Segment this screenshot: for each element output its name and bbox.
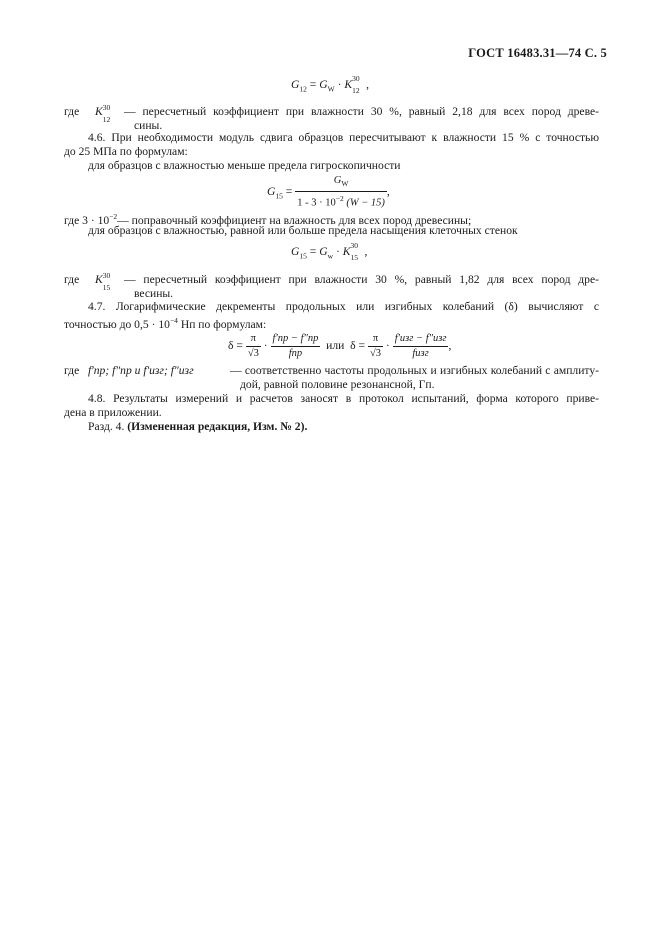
formula-delta: δ = $\frac{\pi}{√3}$ · $\frac{f'пр - f''пр}{\text{fпр}}$ или δ = $\frac{\pi}{√3}$ · $\frac{\text{f′изг − f″изг}}{\text{fизг}}$ , — [228, 333, 452, 359]
k15-description-cont: весины. — [134, 287, 174, 300]
formula-g15-hygro: $G_{15}$ = $\frac{G_W}{1 - 3 \cdot 10^{-2} (W - 15)}$ , — [267, 175, 390, 209]
k12-symbol: K 30 12 — [95, 103, 111, 125]
correction-coef-line: где $3 \cdot 10^{-2}—$ поправочный коэффициент на влажность для всех пород древесины; — [64, 212, 472, 227]
frequency-vars: f′пр; f″пр и f′изг; f″изг — [88, 364, 194, 377]
section-4-8-line2: дена в приложении. — [64, 406, 162, 419]
frequency-description-cont: дой, равной половине резонансной, Гп. — [240, 378, 435, 391]
where-label: где — [64, 105, 80, 118]
section-4-7-line1: 4.7. Логарифмические декременты продольных или изгибных колебаний (δ) вычисляют с — [88, 300, 599, 313]
frequency-description: — соответственно частоты продольных и изгибных колебаний с амплиту- — [230, 364, 599, 377]
section-4-6-line2: до 25 МПа по формулам: — [64, 145, 188, 158]
section-4-6-line3: для образцов с влажностью меньше предела гигроскопичности — [88, 159, 401, 172]
k12-description-cont: сины. — [134, 119, 163, 132]
page-header: ГОСТ 16483.31—74 С. 5 — [468, 46, 607, 60]
amendment-note: Разд. 4. (Измененная редакция, Изм. № 2). — [88, 420, 308, 433]
k15-description: — пересчетный коэффициент при влажности 30 %, равный 1,82 для всех пород дре- — [124, 273, 599, 286]
where-label-2: где — [64, 273, 80, 286]
where-label-3: где — [64, 364, 80, 377]
section-4-8-line1: 4.8. Результаты измерений и расчетов заносят в протокол испытаний, форма которого приве- — [88, 392, 599, 405]
k15-symbol: K 30 15 — [95, 271, 111, 293]
k12-description: — пересчетный коэффициент при влажности 30 %, равный 2,18 для всех пород древе- — [124, 105, 599, 118]
section-4-6-line1: 4.6. При необходимости модуль сдвига образцов пересчитывают к влажности 15 % с точностью — [88, 131, 599, 144]
section-4-7-line2: точностью до $0,5 \cdot 10^{-4}$ Нп по формулам: — [64, 316, 267, 331]
formula-g12: $G_{12} = G_W \cdot K$ 30 12 , — [291, 74, 370, 96]
formula-g15-sat: $G_{15} = G_w \cdot K$ 30 15 , — [291, 241, 368, 263]
saturation-line: для образцов с влажностью, равной или больше предела насыщения клеточных стенок — [88, 224, 518, 237]
